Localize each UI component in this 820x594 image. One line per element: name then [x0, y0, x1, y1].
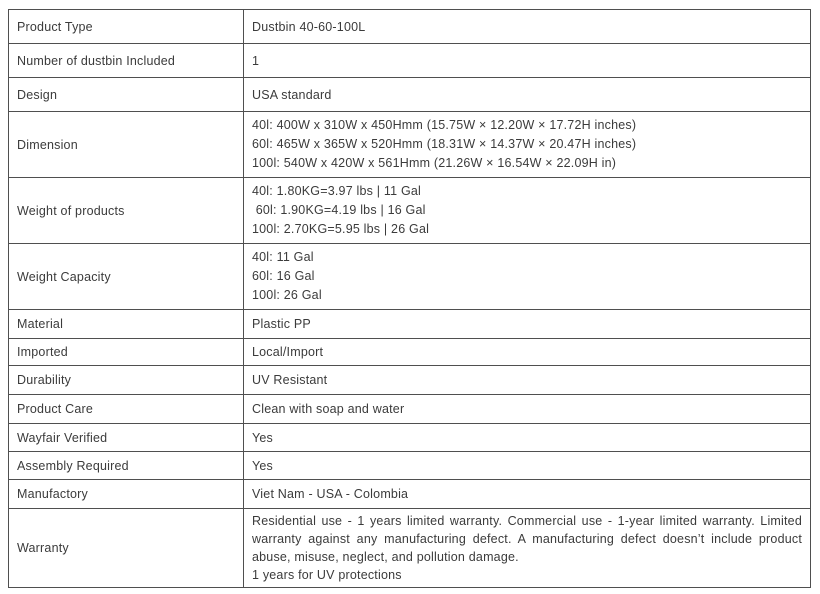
spec-label: Imported	[9, 339, 244, 366]
table-row-weight-of-products	[9, 178, 811, 244]
spec-value-line: 100l: 540W x 420W x 561Hmm (21.26W × 16.54W × 22.09H in)	[252, 156, 617, 170]
spec-label: Durability	[9, 366, 244, 395]
spec-value-line: Residential use - 1 years limited warranty. Commercial use - 1-year limited warranty. Limited warranty against any manufacturing defect. A manufacturing defect doesn’t include product abuse, misuse, neglect, and pollution damage.	[252, 514, 806, 564]
table-row-assembly-required	[9, 452, 811, 480]
spec-label: Wayfair Verified	[9, 424, 244, 452]
table-row-manufactory	[9, 480, 811, 509]
spec-value: Yes	[244, 452, 811, 480]
spec-label: Dimension	[9, 112, 244, 178]
spec-label: Manufactory	[9, 480, 244, 509]
spec-label: Weight Capacity	[9, 244, 244, 310]
spec-value-line: 100l: 2.70KG=5.95 lbs | 26 Gal	[252, 222, 430, 236]
table-row-warranty	[9, 509, 811, 588]
spec-label: Number of dustbin Included	[9, 44, 244, 78]
spec-label: Design	[9, 78, 244, 112]
spec-value: Dustbin 40-60-100L	[244, 10, 811, 44]
spec-value-line: 40l: 400W x 310W x 450Hmm (15.75W × 12.20W × 17.72H inches)	[252, 118, 637, 132]
spec-value-line: 100l: 26 Gal	[252, 288, 322, 302]
spec-value: Plastic PP	[244, 310, 811, 339]
spec-value: USA standard	[244, 78, 811, 112]
spec-label: Warranty	[9, 509, 244, 588]
spec-value-line: 40l: 11 Gal	[252, 250, 314, 264]
spec-value	[244, 178, 811, 244]
spec-value: Clean with soap and water	[244, 395, 811, 424]
table-row-durability	[9, 366, 811, 395]
table-row-design	[9, 78, 811, 112]
spec-label: Product Type	[9, 10, 244, 44]
spec-value-line: 40l: 1.80KG=3.97 lbs | 11 Gal	[252, 184, 421, 198]
spec-value	[244, 244, 811, 310]
spec-value: Local/Import	[244, 339, 811, 366]
table-row-dimension	[9, 112, 811, 178]
table-row-material	[9, 310, 811, 339]
table-row-wayfair-verified	[9, 424, 811, 452]
spec-value-line: 60l: 465W x 365W x 520Hmm (18.31W × 14.37W × 20.47H inches)	[252, 137, 637, 151]
spec-value-line: 60l: 1.90KG=4.19 lbs | 16 Gal	[252, 203, 426, 217]
table-row-product-care	[9, 395, 811, 424]
spec-label: Assembly Required	[9, 452, 244, 480]
table-row-number-included	[9, 44, 811, 78]
spec-value-line: 60l: 16 Gal	[252, 269, 315, 283]
spec-value-line: 1 years for UV protections	[252, 568, 402, 582]
spec-label: Product Care	[9, 395, 244, 424]
table-row-product-type	[9, 10, 811, 44]
spec-value: Yes	[244, 424, 811, 452]
spec-value: UV Resistant	[244, 366, 811, 395]
table-row-weight-capacity	[9, 244, 811, 310]
spec-label: Weight of products	[9, 178, 244, 244]
spec-value: Viet Nam - USA - Colombia	[244, 480, 811, 509]
table-row-imported	[9, 339, 811, 366]
spec-value	[244, 509, 811, 588]
spec-value	[244, 112, 811, 178]
spec-label: Material	[9, 310, 244, 339]
product-spec-table	[8, 9, 811, 588]
spec-value: 1	[244, 44, 811, 78]
